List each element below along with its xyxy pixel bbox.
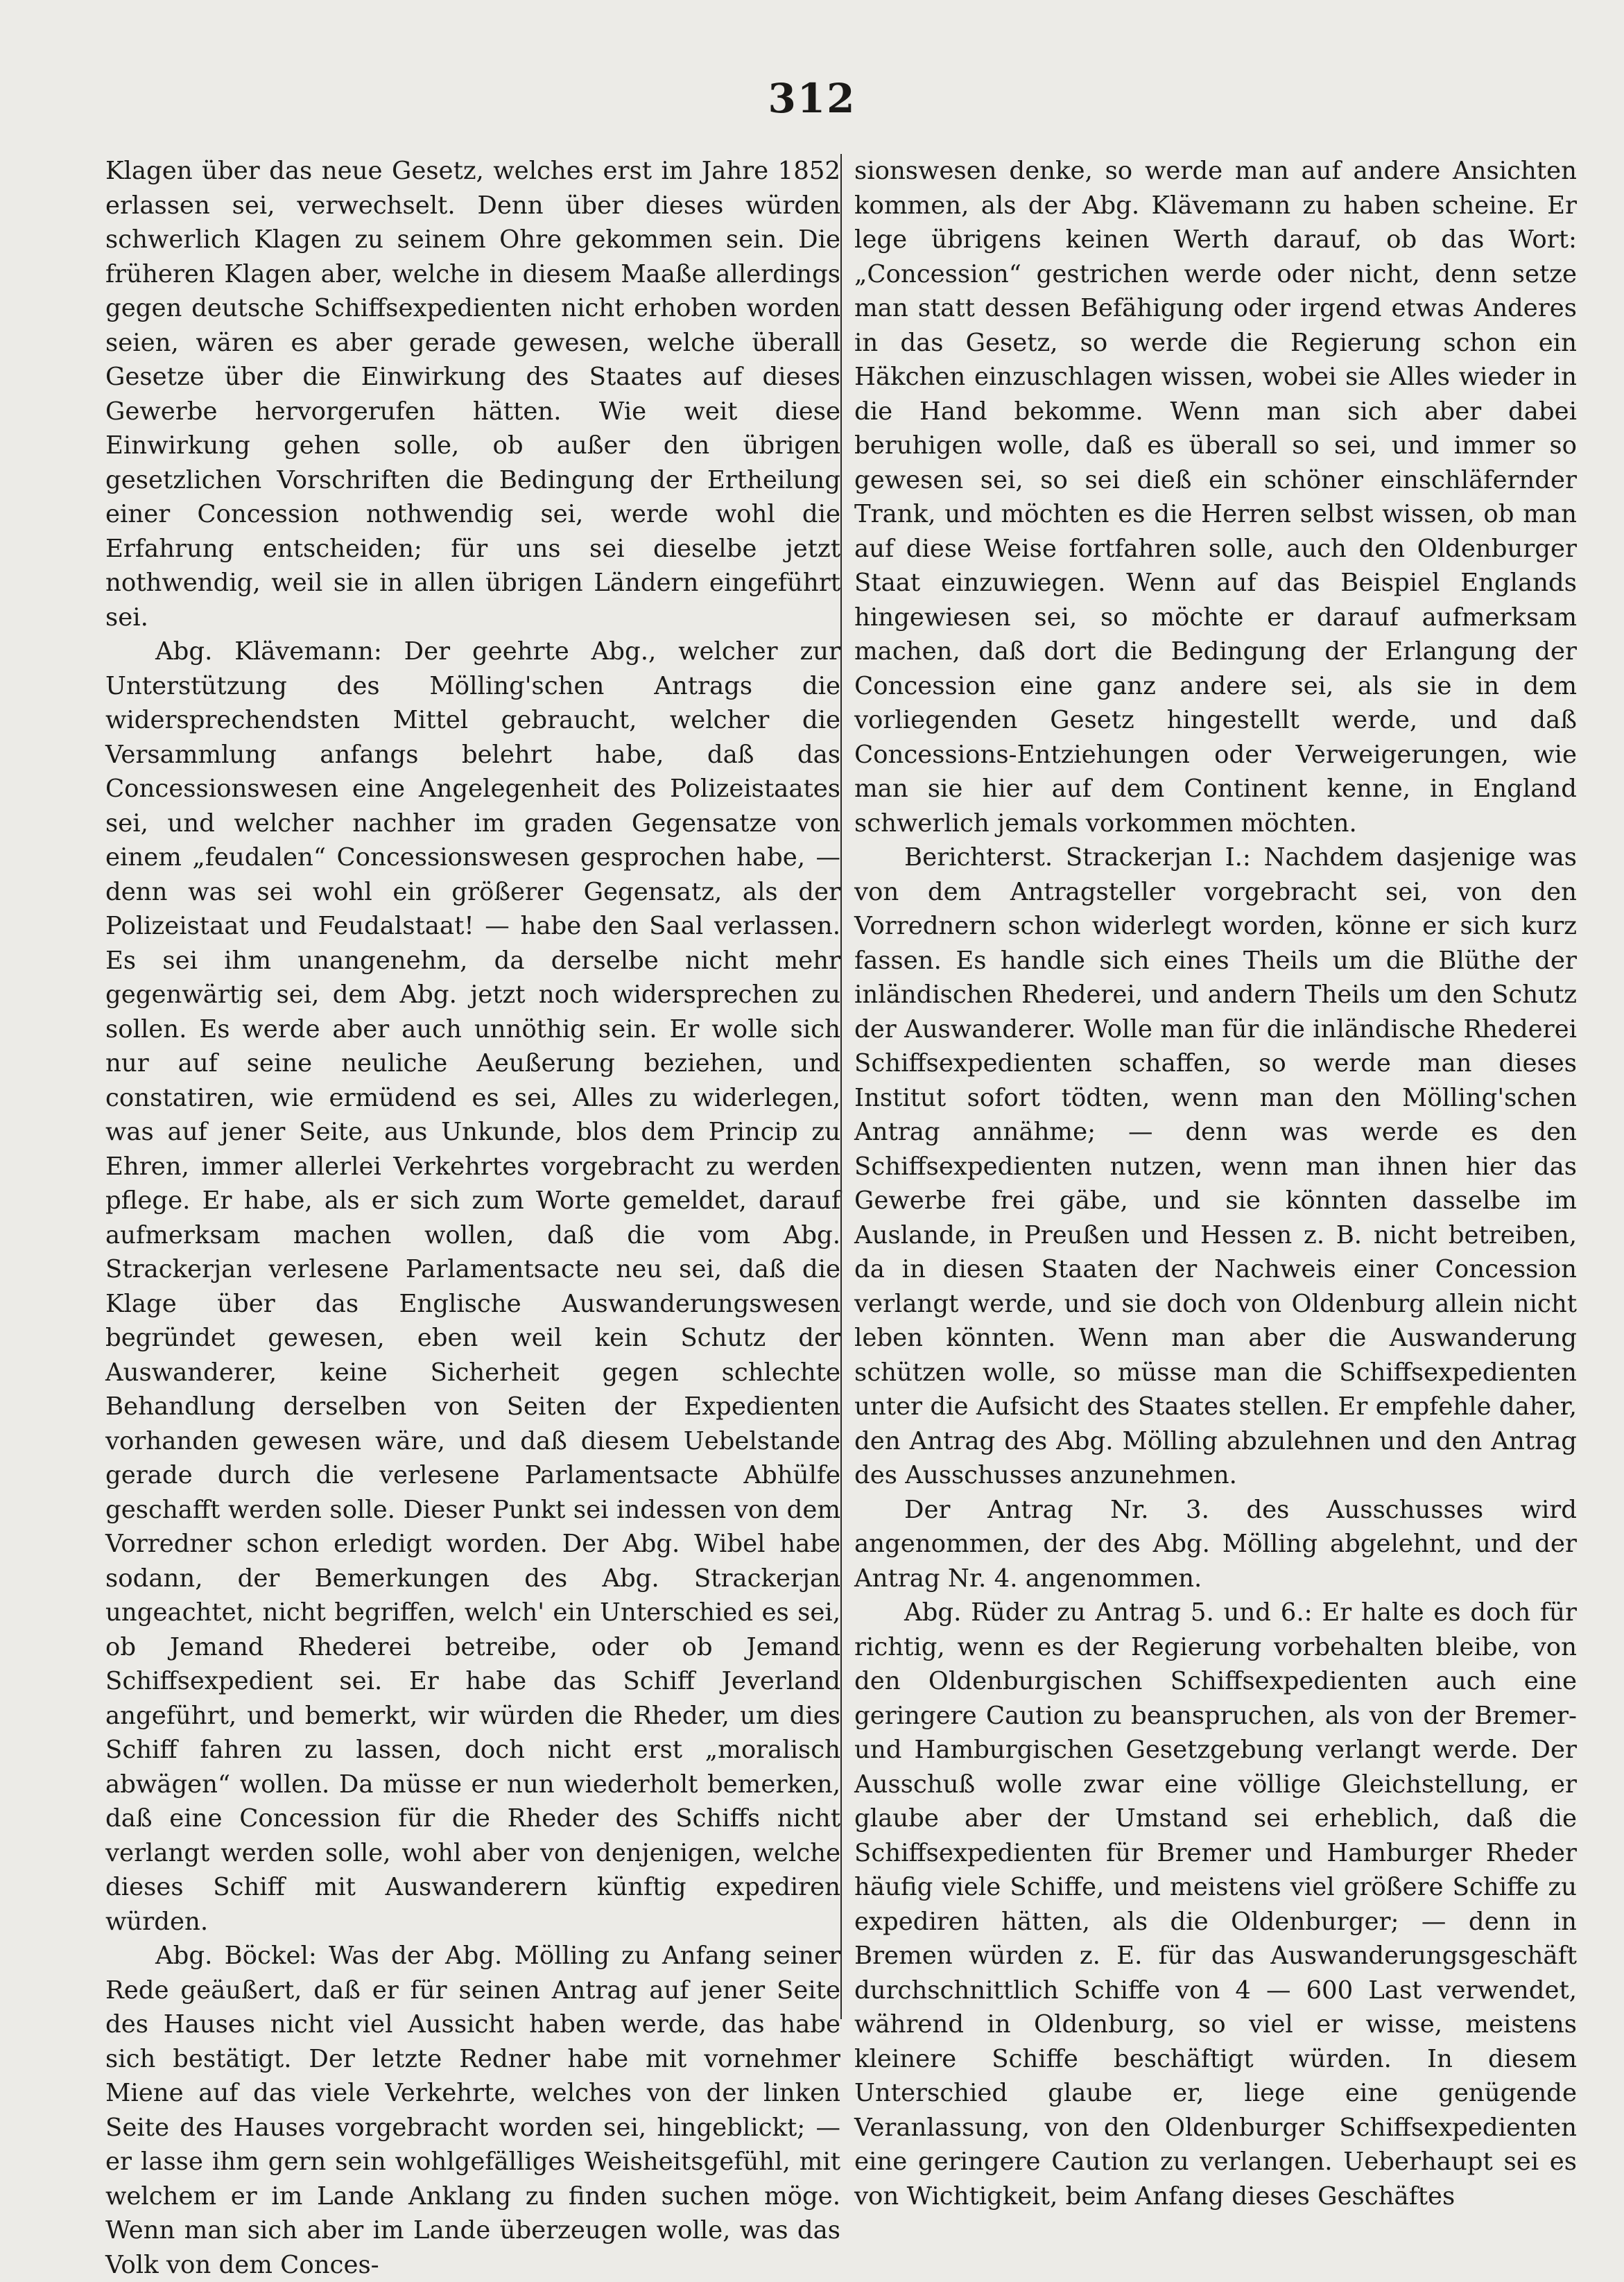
paragraph: Abg. Rüder zu Antrag 5. und 6.: Er halte es doch für richtig, wenn es der Regierung vorbehalten bleibe, von den Oldenburgischen Schiffsexpedienten auch eine geringere Caution zu beanspruchen, als von der Bremer- und Hamburgischen Gesetzgebung verlangt werde. Der Ausschuß wolle zwar eine völlige Gleichstellung, er glaube aber der Umstand sei erheblich, daß die Schiffsexpedienten für Bremer und Hamburger Rheder häufig viele Schiffe, und meistens viel größere Schiffe zu expediren hätten, als die Oldenburger; — denn in Bremen würden z. E. für das Auswanderungsgeschäft durchschnittlich Schiffe von 4 — 600 Last verwendet, während in Oldenburg, so viel er wisse, meistens kleinere Schiffe beschäftigt würden. In diesem Unterschied glaube er, liege eine genügende Veranlassung, von den Oldenburger Schiffsexpedienten eine geringere Caution zu verlangen. Ueberhaupt sei es von Wichtigkeit, beim Anfang dieses Geschäftes <box>854 1598 1577 2211</box>
right-column <box>854 154 1577 2213</box>
column-divider <box>840 154 842 2019</box>
paragraph: Abg. Böckel: Was der Abg. Mölling zu Anfang seiner Rede geäußert, daß er für seinen Antrag auf jener Seite des Hauses nicht viel Aussicht haben werde, das habe sich bestätigt. Der letzte Redner habe mit vornehmer Miene auf das viele Verkehrte, welches von der linken Seite des Hauses vorgebracht worden sei, hingeblickt; — er lasse ihm gern sein wohlgefälliges Weisheitsgefühl, mit welchem er im Lande Anklang zu finden suchen möge. Wenn man sich aber im Lande überzeugen wolle, was das Volk von dem Conces- <box>105 1942 840 2279</box>
paragraph: Der Antrag Nr. 3. des Ausschusses wird angenommen, der des Abg. Mölling abgelehnt, und der Antrag Nr. 4. angenommen. <box>854 1495 1577 1593</box>
left-column <box>105 154 840 2282</box>
paragraph: sionswesen denke, so werde man auf andere Ansichten kommen, als der Abg. Klävemann zu haben scheine. Er lege übrigens keinen Werth darauf, ob das Wort: „Concession“ gestrichen werde oder nicht, denn setze man statt dessen Befähigung oder irgend etwas Anderes in das Gesetz, so werde die Regierung schon ein Häkchen einzuschlagen wissen, wobei sie Alles wieder in die Hand bekomme. Wenn man sich aber dabei beruhigen wolle, daß es überall so sei, und immer so gewesen sei, so sei dieß ein schöner einschläfernder Trank, und möchten es die Herren selbst wissen, ob man auf diese Weise fortfahren solle, auch den Oldenburger Staat einzuwiegen. Wenn auf das Beispiel Englands hingewiesen sei, so möchte er darauf aufmerksam machen, daß dort die Bedingung der Erlangung der Concession eine ganz andere sei, als sie in dem vorliegenden Gesetz hingestellt werde, und daß Concessions-Entziehungen oder Verweigerungen, wie man sie hier auf dem Continent kenne, in England schwerlich jemals vorkommen möchten. <box>854 157 1577 838</box>
page-number: 312 <box>768 75 856 122</box>
paragraph: Klagen über das neue Gesetz, welches erst im Jahre 1852 erlassen sei, verwechselt. Denn über dieses würden schwerlich Klagen zu seinem Ohre gekommen sein. Die früheren Klagen aber, welche in diesem Maaße allerdings gegen deutsche Schiffsexpedienten nicht erhoben worden seien, wären es aber gerade gewesen, welche überall Gesetze über die Einwirkung des Staates auf dieses Gewerbe hervorgerufen hätten. Wie weit diese Einwirkung gehen solle, ob außer den übrigen gesetzlichen Vorschriften die Bedingung der Ertheilung einer Concession nothwendig sei, werde wohl die Erfahrung entscheiden; für uns sei dieselbe jetzt nothwendig, weil sie in allen übrigen Ländern eingeführt sei. <box>105 157 840 632</box>
paragraph: Berichterst. Strackerjan I.: Nachdem dasjenige was von dem Antragsteller vorgebracht sei, von den Vorrednern schon widerlegt worden, könne er sich kurz fassen. Es handle sich eines Theils um die Blüthe der inländischen Rhederei, und andern Theils um den Schutz der Auswanderer. Wolle man für die inländische Rhederei Schiffsexpedienten schaffen, so werde man dieses Institut sofort tödten, wenn man den Mölling'schen Antrag annähme; — denn was werde es den Schiffsexpedienten nutzen, wenn man ihnen hier das Gewerbe frei gäbe, und sie könnten dasselbe im Auslande, in Preußen und Hessen z. B. nicht betreiben, da in diesen Staaten der Nachweis einer Concession verlangt werde, und sie doch von Oldenburg allein nicht leben könnten. Wenn man aber die Auswanderung schützen wolle, so müsse man die Schiffsexpedienten unter die Aufsicht des Staates stellen. Er empfehle daher, den Antrag des Abg. Mölling abzulehnen und den Antrag des Ausschusses anzunehmen. <box>854 843 1577 1489</box>
paragraph: Abg. Klävemann: Der geehrte Abg., welcher zur Unterstützung des Mölling'schen Antrags die widersprechendsten Mittel gebraucht, welcher die Versammlung anfangs belehrt habe, daß das Concessionswesen eine Angelegenheit des Polizeistaates sei, und welcher nachher im graden Gegensatze von einem „feudalen“ Concessionswesen gesprochen habe, — denn was sei wohl ein größerer Gegensatz, als der Polizeistaat und Feudalstaat! — habe den Saal verlassen. Es sei ihm unangenehm, da derselbe nicht mehr gegenwärtig sei, dem Abg. jetzt noch widersprechen zu sollen. Es werde aber auch unnöthig sein. Er wolle sich nur auf seine neuliche Aeußerung beziehen, und constatiren, wie ermüdend es sei, Alles zu widerlegen, was auf jener Seite, aus Unkunde, blos dem Princip zu Ehren, immer allerlei Verkehrtes vorgebracht zu werden pflege. Er habe, als er sich zum Worte gemeldet, darauf aufmerksam machen wollen, daß die vom Abg. Strackerjan verlesene Parlamentsacte neu sei, daß die Klage über das Englische Auswanderungswesen begründet gewesen, eben weil kein Schutz der Auswanderer, keine Sicherheit gegen schlechte Behandlung derselben von Seiten der Expedienten vorhanden gewesen wäre, und daß diesem Uebelstande gerade durch die verlesene Parlamentsacte Abhülfe geschafft werden solle. Dieser Punkt sei indessen von dem Vorredner schon erledigt worden. Der Abg. Wibel habe sodann, der Bemerkungen des Abg. Strackerjan ungeachtet, nicht begriffen, welch' ein Unterschied es sei, ob Jemand Rhederei betreibe, oder ob Jemand Schiffsexpedient sei. Er habe das Schiff Jeverland angeführt, und bemerkt, wir würden die Rheder, um dies Schiff fahren zu lassen, doch nicht erst „moralisch abwägen“ wollen. Da müsse er nun wiederholt bemerken, daß eine Concession für die Rheder des Schiffs nicht verlangt werden solle, wohl aber von denjenigen, welche dieses Schiff mit Auswanderern künftig expediren würden. <box>105 637 840 1936</box>
